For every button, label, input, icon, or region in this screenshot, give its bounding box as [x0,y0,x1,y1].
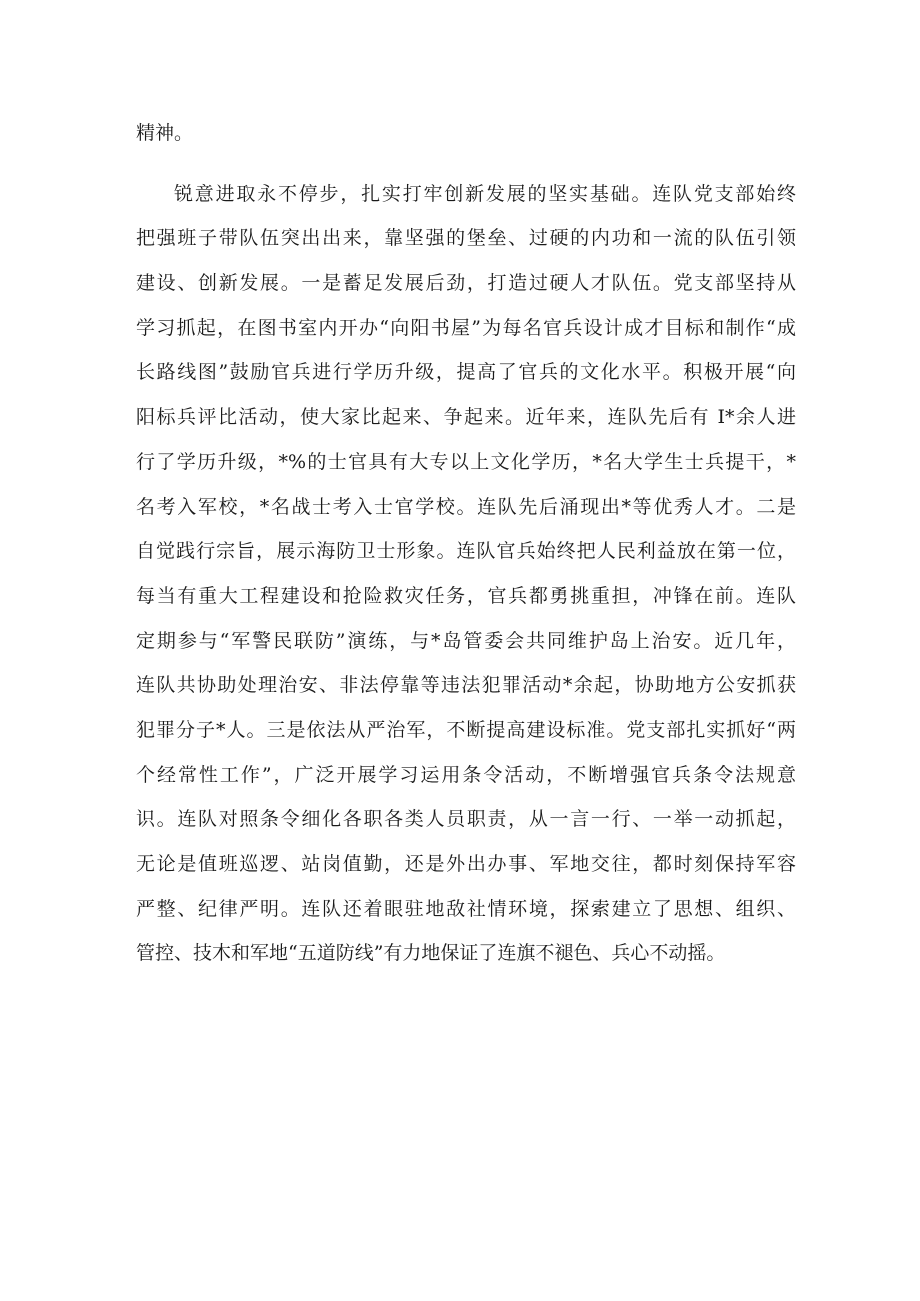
text-line: 阳标兵评比活动，使大家比起来、争起来。近年来，连队先后有 I*余人进 [136,406,796,429]
text-line: 识。连队对照条令细化各职各类人员职责，从一言一行、一举一动抓起， [136,808,796,831]
text-line: 锐意进取永不停步，扎实打牢创新发展的坚实基础。连队党支部始终 [174,182,796,205]
text-line: 管控、技木和军地“五道防线”有力地保证了连旗不褪色、兵心不动摇。 [136,942,726,965]
text-line: 定期参与“军警民联防”演练，与*岛管委会共同维护岛上治安。近几年， [136,629,796,652]
text-line: 犯罪分子*人。三是依法从严治军，不断提高建设标准。党支部扎实抓好“两 [136,718,796,741]
text-line: 把强班子带队伍突出出来，靠坚强的堡垒、过硬的内功和一流的队伍引领 [136,227,796,250]
text-line: 无论是值班巡逻、站岗值勤，还是外出办事、军地交往，都时刻保持军容 [136,853,796,875]
text-line: 自觉践行宗旨，展示海防卫士形象。连队官兵始终把人民利益放在第一位， [136,540,796,563]
text-line: 连队共协助处理治安、非法停靠等违法犯罪活动*余起，协助地方公安抓获 [136,674,796,697]
text-line: 名考入军校，*名战士考入士官学校。连队先后涌现出*等优秀人才。二是 [136,495,796,518]
text-line: 每当有重大工程建设和抢险救灾任务，官兵都勇挑重担，冲锋在前。连队 [136,584,796,607]
text-line: 精神。 [136,122,194,144]
text-line: 严整、纪律严明。连队还着眼驻地敌社情环境，探索建立了思想、组织、 [136,897,796,920]
body-text [136,111,796,976]
text-line: 个经常性工作”，广泛开展学习运用条令活动，不断增强官兵条令法规意 [136,763,796,786]
text-line: 行了学历升级，*%的士官具有大专以上文化学历，*名大学生士兵提干，* [136,450,796,473]
text-line: 学习抓起，在图书室内开办“向阳书屋”为每名官兵设计成才目标和制作“成 [136,316,796,339]
text-line: 建设、创新发展。一是蓄足发展后劲，打造过硬人才队伍。党支部坚持从 [136,272,796,295]
text-line: 长路线图”鼓励官兵进行学历升级，提高了官兵的文化水平。积极开展“向 [136,361,796,384]
paragraph-gap [136,156,796,172]
